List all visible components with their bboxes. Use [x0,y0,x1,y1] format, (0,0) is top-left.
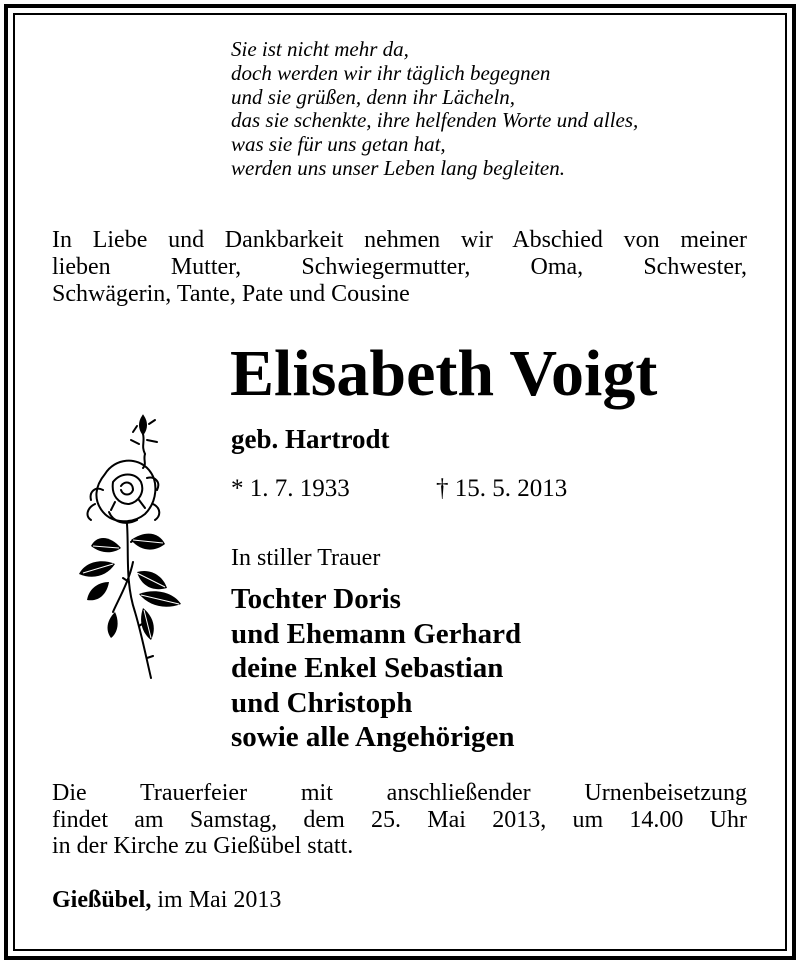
place-date [52,886,281,914]
funeral-line: findet am Samstag, dem 25. Mai 2013, um 14.00 Uhr [52,806,747,833]
maiden-name: geb. Hartrodt [231,424,390,454]
mourning-heading: In stiller Trauer [231,545,381,571]
poem-line: das sie schenkte, ihre helfenden Worte und alles, [231,108,639,133]
intro-line: In Liebe und Dankbarkeit nehmen wir Abschied von meiner [52,227,747,253]
mourner-line: und Christoph [231,686,413,719]
intro-line: lieben Mutter, Schwiegermutter, Oma, Schwester, [52,254,747,280]
poem-line: werden uns unser Leben lang begleiten. [231,155,566,180]
mourner-line: und Ehemann Gerhard [231,617,522,650]
farewell-intro [52,227,747,308]
mourner-line: Tochter Doris [231,583,401,615]
place-name: Gießübel, [52,887,152,913]
funeral-notice [52,780,747,860]
funeral-line: Die Trauerfeier mit anschließender Urnenbeisetzung [52,780,747,806]
poem-line: und sie grüßen, denn ihr Lächeln, [231,84,516,109]
mourners-list [231,582,521,755]
rose-icon [55,412,197,682]
mourner-line: sowie alle Angehörigen [231,721,515,753]
death-date: † 15. 5. 2013 [436,475,568,502]
birth-date: * 1. 7. 1933 [231,475,350,502]
poem-line: was sie für uns getan hat, [231,132,446,157]
deceased-name: Elisabeth Voigt [230,337,658,410]
intro-line: Schwägerin, Tante, Pate und Cousine [52,281,410,307]
mourner-line: deine Enkel Sebastian [231,652,504,684]
poem-line: Sie ist nicht mehr da, [231,37,409,61]
poem-line: doch werden wir ihr täglich begegnen [231,60,551,85]
poem [231,38,638,181]
date-text: im Mai 2013 [157,887,282,913]
funeral-line: in der Kirche zu Gießübel statt. [52,833,354,859]
